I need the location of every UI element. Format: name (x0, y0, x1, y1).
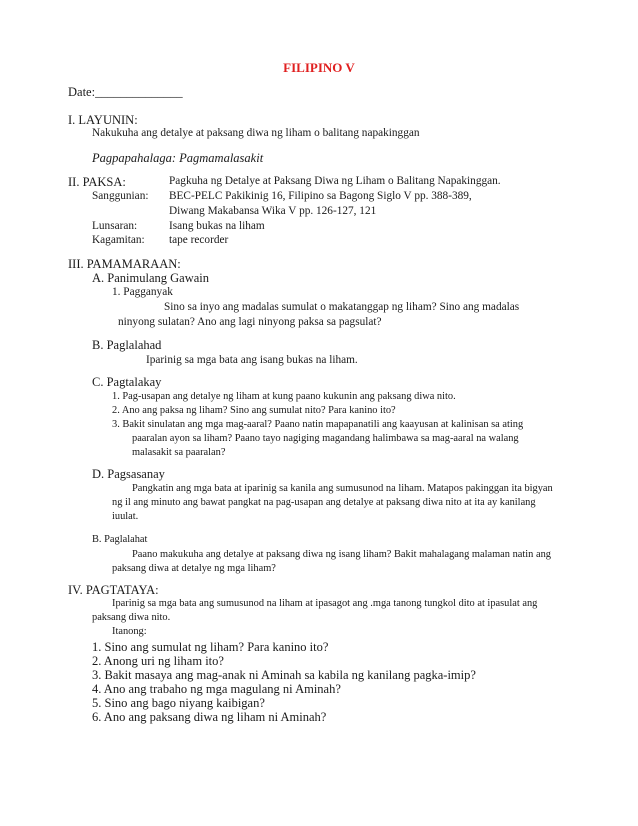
pagtataya-instruction-line1: Iparinig sa mga bata ang sumusunod na liham at ipasagot ang .mga tanong tungkol dito at ipasulat ang (112, 598, 538, 609)
pagsasanay-line1: Pangkatin ang mga bata at iparinig sa kanila ang sumusunod na liham. Matapos pakinggan ita bigyan (132, 483, 553, 494)
kagamitan-value: tape recorder (169, 234, 229, 246)
values-text: Pagpapahalaga: Pagmamalasakit (92, 151, 264, 165)
pagtataya-instruction-line2: paksang diwa nito. (92, 612, 171, 623)
pagsasanay-line2: ng il ang minuto ang bawat pangkat na pag-usapan ang detalye at paksang diwa nito at ita ay kanilang (112, 497, 536, 508)
pagsasanay-heading: D. Pagsasanay (92, 467, 165, 481)
question-6: 6. Ano ang paksang diwa ng liham ni Aminah? (92, 710, 327, 724)
pagtalakay-item-3-line2: paaralan ayon sa liham? Paano tayo nagiging magandang halimbawa sa mag-aaral na walang (132, 433, 519, 444)
question-2: 2. Anong uri ng liham ito? (92, 654, 224, 668)
section-pamamaraan-heading: III. PAMAMARAAN: (68, 257, 181, 271)
sanggunian-value-line1: BEC-PELC Pakikinig 16, Filipino sa Bagong Siglo V pp. 388-389, (169, 190, 472, 202)
sanggunian-value-line2: Diwang Makabansa Wika V pp. 126-127, 121 (169, 205, 377, 217)
section-pagtataya-heading: IV. PAGTATAYA: (68, 583, 159, 597)
sanggunian-label: Sanggunian: (92, 190, 149, 202)
pagganyak-line1: Sino sa inyo ang madalas sumulat o makatanggap ng liham? Sino ang madalas (164, 301, 520, 313)
paglalahad-text: Iparinig sa mga bata ang isang bukas na liham. (146, 354, 358, 366)
paglalahat-line1: Paano makukuha ang detalye at paksang diwa ng isang liham? Bakit mahalagang malaman natin ang (132, 549, 551, 560)
objective-text: Nakukuha ang detalye at paksang diwa ng liham o balitang napakinggan (92, 127, 420, 139)
pagtalakay-item-3-line3: malasakit sa paaralan? (132, 447, 226, 458)
paksa-value: Pagkuha ng Detalye at Paksang Diwa ng Liham o Balitang Napakinggan. (169, 175, 501, 187)
pagganyak-line2: ninyong sulatan? Ano ang lagi ninyong paksa sa pagsulat? (118, 316, 382, 328)
pagsasanay-line3: iuulat. (112, 511, 139, 522)
paglalahat-line2: paksang diwa at detalye ng mga liham? (112, 563, 276, 574)
question-3: 3. Bakit masaya ang mag-anak ni Aminah sa kabila ng kanilang pagka-imip? (92, 668, 476, 682)
date-line: Date:______________ (68, 85, 183, 99)
lunsaran-label: Lunsaran: (92, 220, 138, 232)
paglalahad-heading: B. Paglalahad (92, 338, 162, 352)
pagtalakay-item-2: 2. Ano ang paksa ng liham? Sino ang sumulat nito? Para kanino ito? (112, 405, 396, 416)
panimulang-gawain-heading: A. Panimulang Gawain (92, 271, 209, 285)
section-layunin-heading: I. LAYUNIN: (68, 113, 138, 127)
question-1: 1. Sino ang sumulat ng liham? Para kanino ito? (92, 640, 329, 654)
kagamitan-label: Kagamitan: (92, 234, 145, 246)
page-title: FILIPINO V (283, 60, 355, 75)
question-5: 5. Sino ang bago niyang kaibigan? (92, 696, 265, 710)
pagtalakay-item-3-line1: 3. Bakit sinulatan ang mga mag-aaral? Paano natin mapapanatili ang kaayusan at kalinisan sa ating (112, 419, 524, 430)
pagtalakay-heading: C. Pagtalakay (92, 375, 162, 389)
pagtalakay-item-1: 1. Pag-usapan ang detalye ng liham at kung paano kukunin ang paksang diwa nito. (112, 391, 456, 402)
paglalahat-heading: B. Paglalahat (92, 534, 148, 545)
question-4: 4. Ano ang trabaho ng mga magulang ni Aminah? (92, 682, 341, 696)
section-paksa-heading: II. PAKSA: (68, 175, 126, 189)
lunsaran-value: Isang bukas na liham (169, 220, 265, 232)
pagganyak-heading: 1. Pagganyak (112, 286, 173, 298)
itanong-label: Itanong: (112, 626, 147, 637)
